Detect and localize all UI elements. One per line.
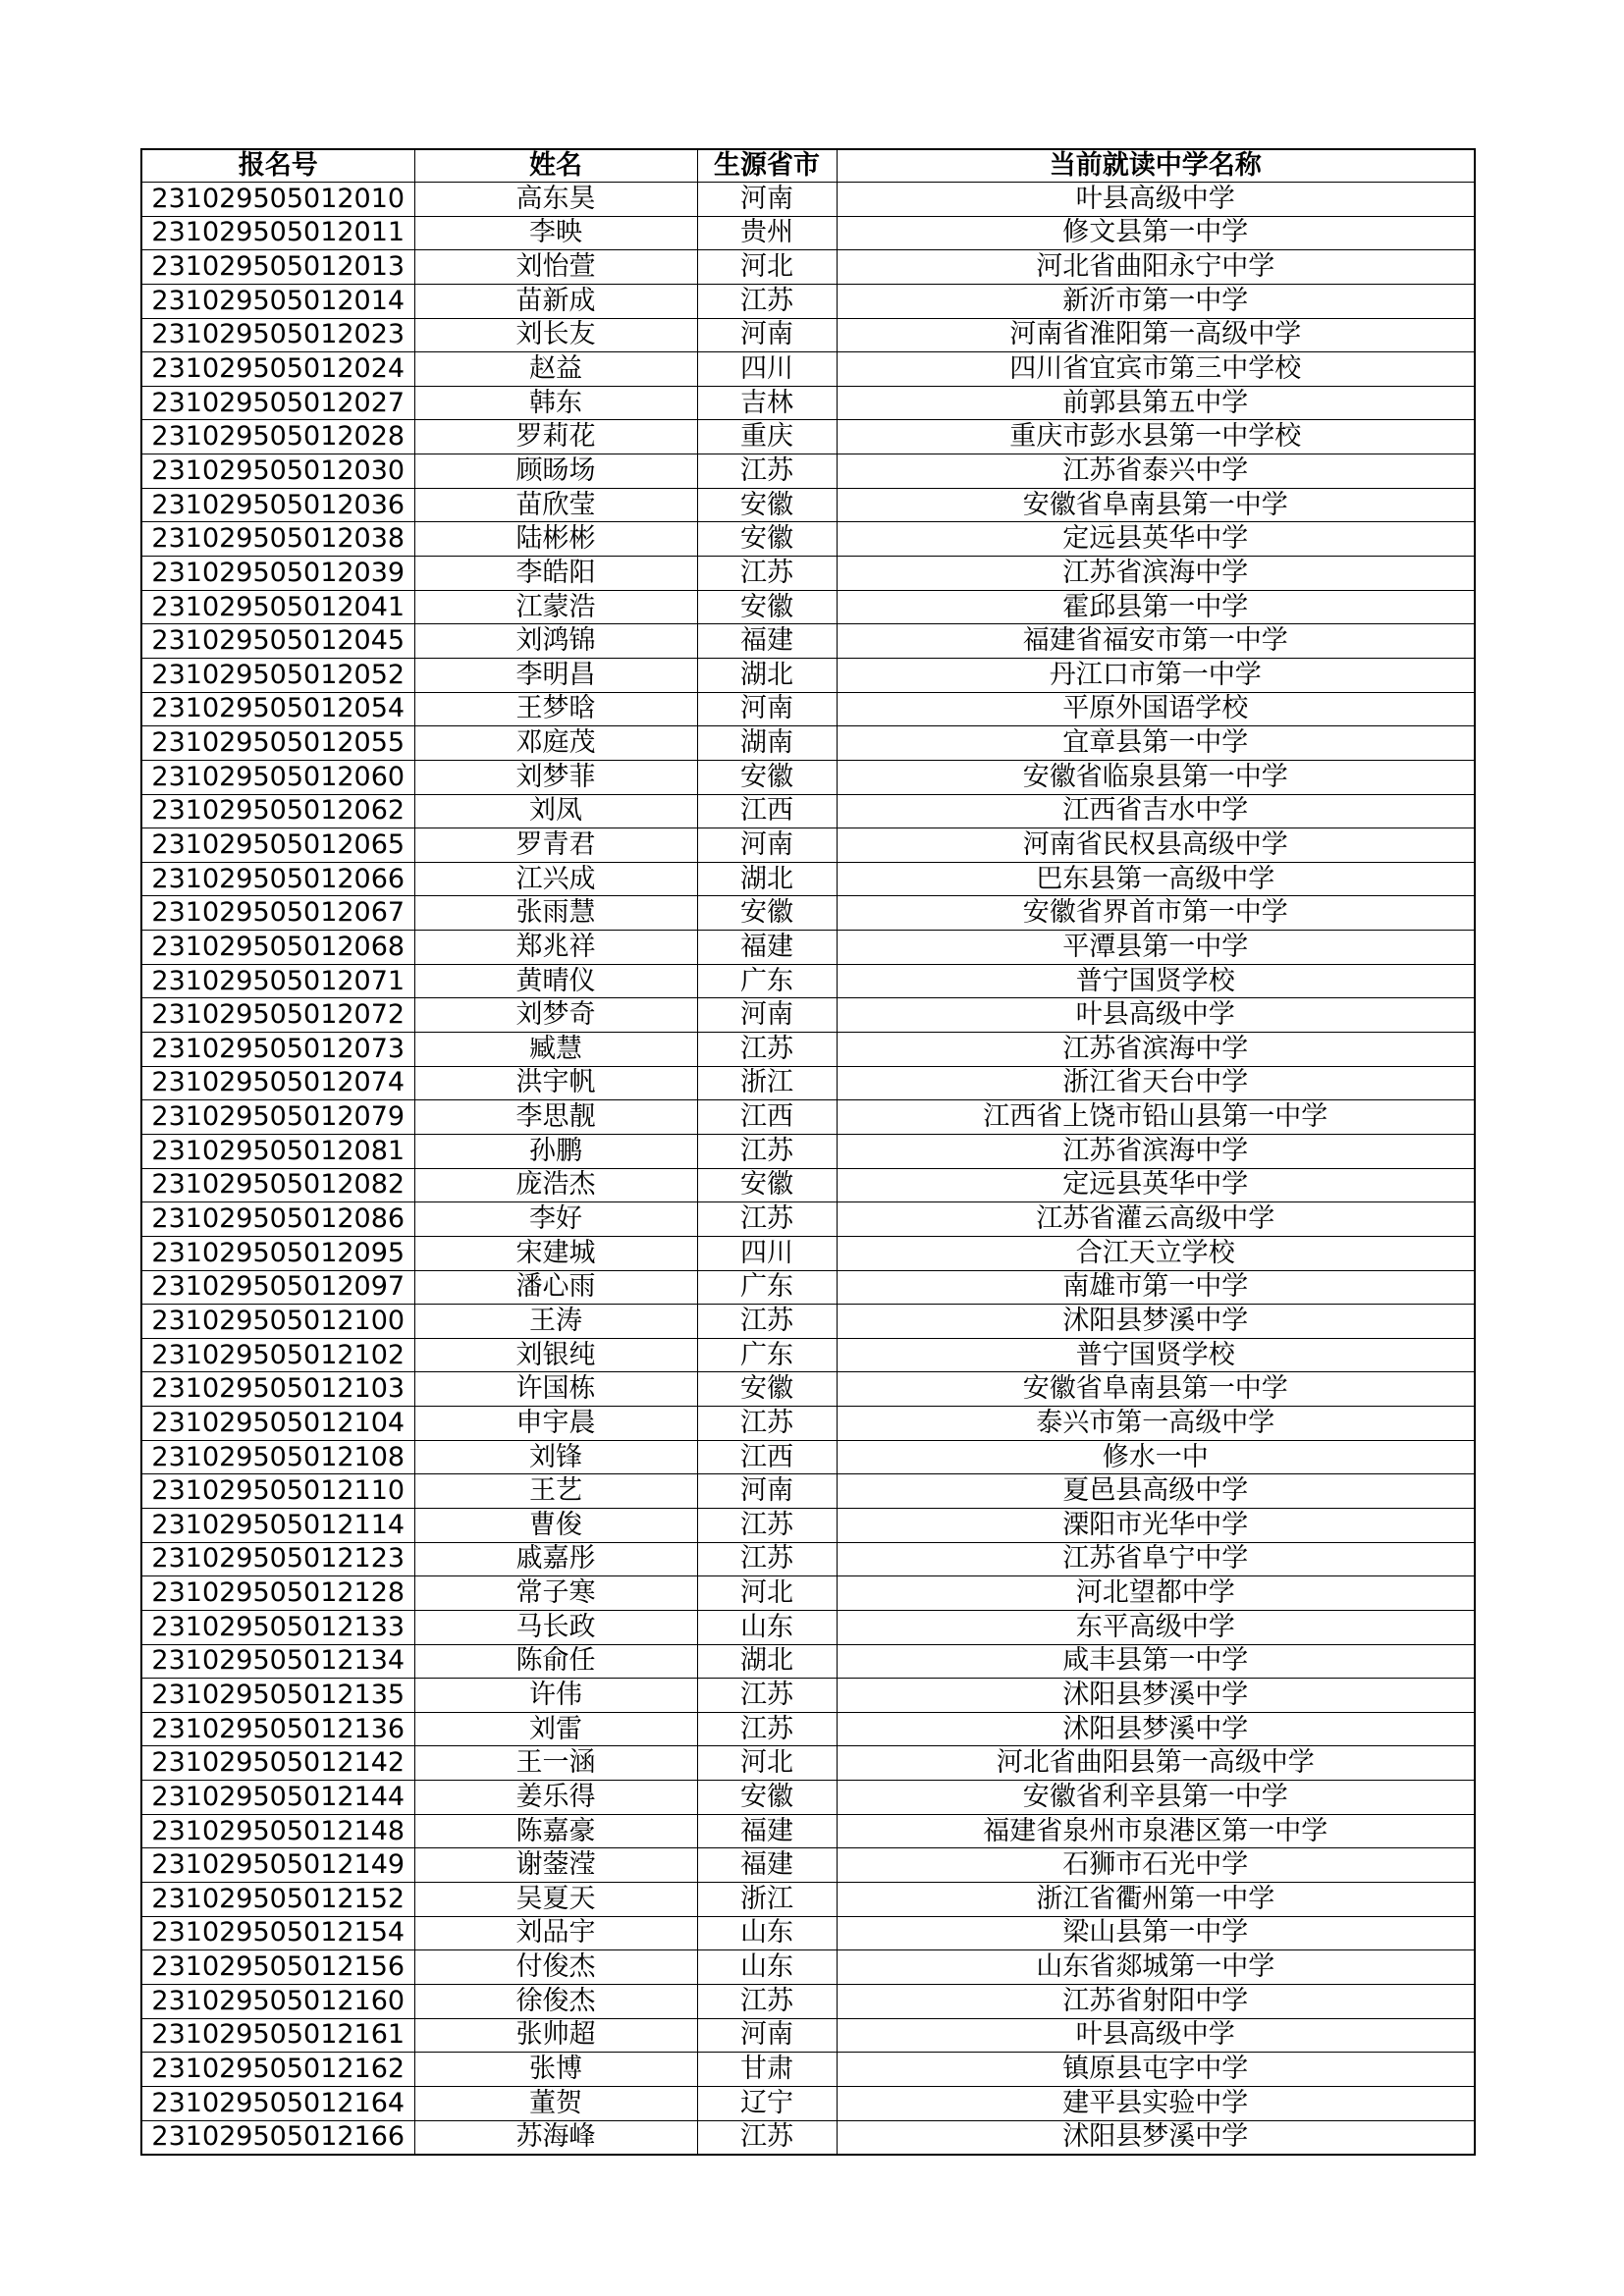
registration-number-cell: 231029505012104 bbox=[141, 1407, 414, 1441]
registration-number-cell: 231029505012036 bbox=[141, 488, 414, 522]
table-row bbox=[141, 1168, 1475, 1202]
name-cell: 宋建城 bbox=[414, 1236, 697, 1270]
province-cell: 河北 bbox=[697, 1576, 837, 1611]
school-cell: 江苏省射阳中学 bbox=[837, 1984, 1475, 2018]
name-cell: 苗新成 bbox=[414, 284, 697, 318]
school-cell: 重庆市彭水县第一中学校 bbox=[837, 420, 1475, 454]
registration-number-cell: 231029505012027 bbox=[141, 386, 414, 420]
registration-number-cell: 231029505012148 bbox=[141, 1814, 414, 1848]
province-cell: 安徽 bbox=[697, 488, 837, 522]
province-cell: 重庆 bbox=[697, 420, 837, 454]
table-row bbox=[141, 1440, 1475, 1474]
name-cell: 董贺 bbox=[414, 2086, 697, 2120]
province-cell: 安徽 bbox=[697, 522, 837, 557]
registration-number-cell: 231029505012023 bbox=[141, 318, 414, 352]
table-row bbox=[141, 216, 1475, 250]
table-row bbox=[141, 692, 1475, 726]
name-cell: 刘长友 bbox=[414, 318, 697, 352]
table-row bbox=[141, 760, 1475, 794]
school-cell: 河北省曲阳永宁中学 bbox=[837, 250, 1475, 285]
province-cell: 河北 bbox=[697, 1746, 837, 1781]
table-row bbox=[141, 1100, 1475, 1135]
name-cell: 刘凤 bbox=[414, 794, 697, 828]
province-cell: 广东 bbox=[697, 1270, 837, 1305]
table-row bbox=[141, 624, 1475, 659]
name-cell: 谢蓥滢 bbox=[414, 1848, 697, 1883]
name-cell: 刘品宇 bbox=[414, 1916, 697, 1950]
registration-number-cell: 231029505012166 bbox=[141, 2120, 414, 2155]
name-cell: 邓庭茂 bbox=[414, 726, 697, 761]
school-cell: 安徽省阜南县第一中学 bbox=[837, 1372, 1475, 1407]
registration-number-cell: 231029505012071 bbox=[141, 964, 414, 998]
table-row bbox=[141, 726, 1475, 761]
province-cell: 江苏 bbox=[697, 557, 837, 591]
table-row bbox=[141, 1576, 1475, 1611]
province-cell: 广东 bbox=[697, 964, 837, 998]
province-cell: 福建 bbox=[697, 931, 837, 965]
name-cell: 李映 bbox=[414, 216, 697, 250]
name-cell: 李好 bbox=[414, 1202, 697, 1237]
school-cell: 叶县高级中学 bbox=[837, 998, 1475, 1033]
school-cell: 安徽省界首市第一中学 bbox=[837, 896, 1475, 931]
school-cell: 修水一中 bbox=[837, 1440, 1475, 1474]
province-cell: 四川 bbox=[697, 1236, 837, 1270]
school-cell: 梁山县第一中学 bbox=[837, 1916, 1475, 1950]
table-row bbox=[141, 1644, 1475, 1679]
table-row bbox=[141, 896, 1475, 931]
province-cell: 河南 bbox=[697, 318, 837, 352]
province-cell: 江苏 bbox=[697, 1134, 837, 1168]
registration-number-cell: 231029505012010 bbox=[141, 183, 414, 217]
registration-number-cell: 231029505012039 bbox=[141, 557, 414, 591]
registration-number-cell: 231029505012054 bbox=[141, 692, 414, 726]
name-cell: 刘鸿锦 bbox=[414, 624, 697, 659]
name-cell: 罗青君 bbox=[414, 828, 697, 863]
province-cell: 江苏 bbox=[697, 1407, 837, 1441]
registration-number-cell: 231029505012073 bbox=[141, 1033, 414, 1067]
school-cell: 丹江口市第一中学 bbox=[837, 658, 1475, 692]
school-cell: 新沂市第一中学 bbox=[837, 284, 1475, 318]
name-cell: 黄晴仪 bbox=[414, 964, 697, 998]
table-row bbox=[141, 1746, 1475, 1781]
table-row bbox=[141, 386, 1475, 420]
registration-number-cell: 231029505012041 bbox=[141, 590, 414, 624]
school-cell: 沭阳县梦溪中学 bbox=[837, 1305, 1475, 1339]
registration-number-cell: 231029505012108 bbox=[141, 1440, 414, 1474]
registration-number-cell: 231029505012134 bbox=[141, 1644, 414, 1679]
table-row bbox=[141, 2120, 1475, 2155]
province-cell: 浙江 bbox=[697, 1066, 837, 1100]
province-cell: 四川 bbox=[697, 352, 837, 387]
registration-number-cell: 231029505012144 bbox=[141, 1781, 414, 1815]
registration-number-cell: 231029505012045 bbox=[141, 624, 414, 659]
name-cell: 潘心雨 bbox=[414, 1270, 697, 1305]
school-cell: 溧阳市光华中学 bbox=[837, 1508, 1475, 1542]
province-cell: 辽宁 bbox=[697, 2086, 837, 2120]
name-cell: 王涛 bbox=[414, 1305, 697, 1339]
name-cell: 陈嘉豪 bbox=[414, 1814, 697, 1848]
name-cell: 郑兆祥 bbox=[414, 931, 697, 965]
province-cell: 贵州 bbox=[697, 216, 837, 250]
province-cell: 河北 bbox=[697, 250, 837, 285]
table-row bbox=[141, 183, 1475, 217]
name-cell: 刘锋 bbox=[414, 1440, 697, 1474]
school-cell: 浙江省天台中学 bbox=[837, 1066, 1475, 1100]
table-row bbox=[141, 862, 1475, 896]
school-cell: 福建省泉州市泉港区第一中学 bbox=[837, 1814, 1475, 1848]
table-row bbox=[141, 250, 1475, 285]
table-row bbox=[141, 454, 1475, 489]
school-cell: 四川省宜宾市第三中学校 bbox=[837, 352, 1475, 387]
province-cell: 山东 bbox=[697, 1950, 837, 1985]
province-cell: 江苏 bbox=[697, 284, 837, 318]
registration-number-cell: 231029505012100 bbox=[141, 1305, 414, 1339]
table-row bbox=[141, 1134, 1475, 1168]
province-cell: 江苏 bbox=[697, 454, 837, 489]
registration-number-cell: 231029505012028 bbox=[141, 420, 414, 454]
table-row bbox=[141, 794, 1475, 828]
registration-number-cell: 231029505012160 bbox=[141, 1984, 414, 2018]
registration-number-cell: 231029505012102 bbox=[141, 1338, 414, 1372]
registration-number-cell: 231029505012103 bbox=[141, 1372, 414, 1407]
province-cell: 河南 bbox=[697, 692, 837, 726]
name-cell: 许国栋 bbox=[414, 1372, 697, 1407]
table-row bbox=[141, 998, 1475, 1033]
name-cell: 孙鹏 bbox=[414, 1134, 697, 1168]
table-row bbox=[141, 1848, 1475, 1883]
school-cell: 山东省郯城第一中学 bbox=[837, 1950, 1475, 1985]
registration-number-cell: 231029505012068 bbox=[141, 931, 414, 965]
school-cell: 江苏省滨海中学 bbox=[837, 557, 1475, 591]
school-cell: 普宁国贤学校 bbox=[837, 1338, 1475, 1372]
school-cell: 叶县高级中学 bbox=[837, 2018, 1475, 2053]
school-cell: 合江天立学校 bbox=[837, 1236, 1475, 1270]
registration-number-cell: 231029505012136 bbox=[141, 1712, 414, 1746]
school-cell: 平潭县第一中学 bbox=[837, 931, 1475, 965]
school-cell: 安徽省阜南县第一中学 bbox=[837, 488, 1475, 522]
school-cell: 东平高级中学 bbox=[837, 1610, 1475, 1644]
table-row bbox=[141, 1338, 1475, 1372]
school-cell: 江西省吉水中学 bbox=[837, 794, 1475, 828]
school-cell: 夏邑县高级中学 bbox=[837, 1474, 1475, 1509]
school-cell: 叶县高级中学 bbox=[837, 183, 1475, 217]
school-cell: 石狮市石光中学 bbox=[837, 1848, 1475, 1883]
table-row bbox=[141, 522, 1475, 557]
name-cell: 张雨慧 bbox=[414, 896, 697, 931]
province-cell: 广东 bbox=[697, 1338, 837, 1372]
registration-number-cell: 231029505012062 bbox=[141, 794, 414, 828]
province-cell: 安徽 bbox=[697, 896, 837, 931]
province-cell: 江西 bbox=[697, 1440, 837, 1474]
school-cell: 河北省曲阳县第一高级中学 bbox=[837, 1746, 1475, 1781]
province-cell: 河南 bbox=[697, 1474, 837, 1509]
registration-number-cell: 231029505012142 bbox=[141, 1746, 414, 1781]
name-cell: 庞浩杰 bbox=[414, 1168, 697, 1202]
header-name: 姓名 bbox=[414, 149, 697, 183]
table-row bbox=[141, 1508, 1475, 1542]
name-cell: 洪宇帆 bbox=[414, 1066, 697, 1100]
name-cell: 罗莉花 bbox=[414, 420, 697, 454]
table-row bbox=[141, 1781, 1475, 1815]
name-cell: 刘怡萱 bbox=[414, 250, 697, 285]
school-cell: 沭阳县梦溪中学 bbox=[837, 1679, 1475, 1713]
table-row bbox=[141, 1202, 1475, 1237]
province-cell: 江苏 bbox=[697, 1202, 837, 1237]
registration-number-cell: 231029505012123 bbox=[141, 1542, 414, 1576]
table-row bbox=[141, 1474, 1475, 1509]
registration-number-cell: 231029505012052 bbox=[141, 658, 414, 692]
name-cell: 曹俊 bbox=[414, 1508, 697, 1542]
name-cell: 王艺 bbox=[414, 1474, 697, 1509]
province-cell: 山东 bbox=[697, 1916, 837, 1950]
province-cell: 湖北 bbox=[697, 1644, 837, 1679]
province-cell: 河南 bbox=[697, 828, 837, 863]
registration-number-cell: 231029505012014 bbox=[141, 284, 414, 318]
registration-number-cell: 231029505012072 bbox=[141, 998, 414, 1033]
registration-number-cell: 231029505012154 bbox=[141, 1916, 414, 1950]
school-cell: 宜章县第一中学 bbox=[837, 726, 1475, 761]
school-cell: 河南省淮阳第一高级中学 bbox=[837, 318, 1475, 352]
header-row bbox=[141, 149, 1475, 183]
name-cell: 臧慧 bbox=[414, 1033, 697, 1067]
school-cell: 安徽省利辛县第一中学 bbox=[837, 1781, 1475, 1815]
registration-number-cell: 231029505012066 bbox=[141, 862, 414, 896]
name-cell: 张帅超 bbox=[414, 2018, 697, 2053]
table-row bbox=[141, 318, 1475, 352]
name-cell: 申宇晨 bbox=[414, 1407, 697, 1441]
name-cell: 陈俞任 bbox=[414, 1644, 697, 1679]
registration-number-cell: 231029505012067 bbox=[141, 896, 414, 931]
school-cell: 江苏省灌云高级中学 bbox=[837, 1202, 1475, 1237]
table-row bbox=[141, 1407, 1475, 1441]
province-cell: 江苏 bbox=[697, 1712, 837, 1746]
table-row bbox=[141, 1712, 1475, 1746]
province-cell: 山东 bbox=[697, 1610, 837, 1644]
registration-number-cell: 231029505012024 bbox=[141, 352, 414, 387]
registration-number-cell: 231029505012095 bbox=[141, 1236, 414, 1270]
header-registration-number: 报名号 bbox=[141, 149, 414, 183]
name-cell: 陆彬彬 bbox=[414, 522, 697, 557]
name-cell: 姜乐得 bbox=[414, 1781, 697, 1815]
province-cell: 安徽 bbox=[697, 590, 837, 624]
school-cell: 定远县英华中学 bbox=[837, 522, 1475, 557]
table-row bbox=[141, 590, 1475, 624]
province-cell: 江苏 bbox=[697, 2120, 837, 2155]
school-cell: 咸丰县第一中学 bbox=[837, 1644, 1475, 1679]
name-cell: 徐俊杰 bbox=[414, 1984, 697, 2018]
registration-number-cell: 231029505012097 bbox=[141, 1270, 414, 1305]
school-cell: 普宁国贤学校 bbox=[837, 964, 1475, 998]
school-cell: 平原外国语学校 bbox=[837, 692, 1475, 726]
table-row bbox=[141, 488, 1475, 522]
name-cell: 王一涵 bbox=[414, 1746, 697, 1781]
province-cell: 江苏 bbox=[697, 1542, 837, 1576]
school-cell: 江西省上饶市铅山县第一中学 bbox=[837, 1100, 1475, 1135]
school-cell: 建平县实验中学 bbox=[837, 2086, 1475, 2120]
registration-number-cell: 231029505012133 bbox=[141, 1610, 414, 1644]
table-row bbox=[141, 2053, 1475, 2087]
name-cell: 李皓阳 bbox=[414, 557, 697, 591]
province-cell: 福建 bbox=[697, 1814, 837, 1848]
table-row bbox=[141, 1270, 1475, 1305]
name-cell: 付俊杰 bbox=[414, 1950, 697, 1985]
province-cell: 河南 bbox=[697, 2018, 837, 2053]
school-cell: 河南省民权县高级中学 bbox=[837, 828, 1475, 863]
province-cell: 安徽 bbox=[697, 1781, 837, 1815]
table-row bbox=[141, 1950, 1475, 1985]
table-row bbox=[141, 931, 1475, 965]
table-row bbox=[141, 2086, 1475, 2120]
school-cell: 河北望都中学 bbox=[837, 1576, 1475, 1611]
province-cell: 吉林 bbox=[697, 386, 837, 420]
table-row bbox=[141, 1066, 1475, 1100]
name-cell: 李思靓 bbox=[414, 1100, 697, 1135]
table-row bbox=[141, 420, 1475, 454]
name-cell: 刘梦菲 bbox=[414, 760, 697, 794]
registration-number-cell: 231029505012060 bbox=[141, 760, 414, 794]
table-row bbox=[141, 284, 1475, 318]
table-row bbox=[141, 1305, 1475, 1339]
name-cell: 刘银纯 bbox=[414, 1338, 697, 1372]
registration-number-cell: 231029505012114 bbox=[141, 1508, 414, 1542]
table-row bbox=[141, 1679, 1475, 1713]
table-row bbox=[141, 1916, 1475, 1950]
province-cell: 江苏 bbox=[697, 1984, 837, 2018]
province-cell: 安徽 bbox=[697, 760, 837, 794]
school-cell: 泰兴市第一高级中学 bbox=[837, 1407, 1475, 1441]
table-row bbox=[141, 1814, 1475, 1848]
school-cell: 江苏省滨海中学 bbox=[837, 1134, 1475, 1168]
table-row bbox=[141, 964, 1475, 998]
name-cell: 苗欣莹 bbox=[414, 488, 697, 522]
table-row bbox=[141, 1033, 1475, 1067]
table-row bbox=[141, 2018, 1475, 2053]
registration-number-cell: 231029505012164 bbox=[141, 2086, 414, 2120]
registration-number-cell: 231029505012161 bbox=[141, 2018, 414, 2053]
name-cell: 江蒙浩 bbox=[414, 590, 697, 624]
name-cell: 顾旸场 bbox=[414, 454, 697, 489]
registration-number-cell: 231029505012079 bbox=[141, 1100, 414, 1135]
name-cell: 许伟 bbox=[414, 1679, 697, 1713]
student-roster-table bbox=[140, 148, 1476, 2156]
name-cell: 王梦晗 bbox=[414, 692, 697, 726]
registration-number-cell: 231029505012074 bbox=[141, 1066, 414, 1100]
registration-number-cell: 231029505012081 bbox=[141, 1134, 414, 1168]
table-row bbox=[141, 1883, 1475, 1917]
province-cell: 浙江 bbox=[697, 1883, 837, 1917]
registration-number-cell: 231029505012149 bbox=[141, 1848, 414, 1883]
school-cell: 沭阳县梦溪中学 bbox=[837, 1712, 1475, 1746]
table-header bbox=[141, 149, 1475, 183]
name-cell: 江兴成 bbox=[414, 862, 697, 896]
province-cell: 江苏 bbox=[697, 1033, 837, 1067]
province-cell: 河南 bbox=[697, 998, 837, 1033]
registration-number-cell: 231029505012128 bbox=[141, 1576, 414, 1611]
name-cell: 韩东 bbox=[414, 386, 697, 420]
table-body bbox=[141, 183, 1475, 2155]
school-cell: 安徽省临泉县第一中学 bbox=[837, 760, 1475, 794]
name-cell: 苏海峰 bbox=[414, 2120, 697, 2155]
registration-number-cell: 231029505012030 bbox=[141, 454, 414, 489]
school-cell: 江苏省滨海中学 bbox=[837, 1033, 1475, 1067]
province-cell: 湖北 bbox=[697, 658, 837, 692]
registration-number-cell: 231029505012110 bbox=[141, 1474, 414, 1509]
table-row bbox=[141, 1542, 1475, 1576]
province-cell: 江西 bbox=[697, 1100, 837, 1135]
registration-number-cell: 231029505012055 bbox=[141, 726, 414, 761]
table-row bbox=[141, 557, 1475, 591]
province-cell: 江苏 bbox=[697, 1305, 837, 1339]
registration-number-cell: 231029505012013 bbox=[141, 250, 414, 285]
school-cell: 江苏省泰兴中学 bbox=[837, 454, 1475, 489]
registration-number-cell: 231029505012162 bbox=[141, 2053, 414, 2087]
name-cell: 刘梦奇 bbox=[414, 998, 697, 1033]
header-province: 生源省市 bbox=[697, 149, 837, 183]
school-cell: 前郭县第五中学 bbox=[837, 386, 1475, 420]
table-row bbox=[141, 658, 1475, 692]
registration-number-cell: 231029505012086 bbox=[141, 1202, 414, 1237]
name-cell: 高东昊 bbox=[414, 183, 697, 217]
school-cell: 镇原县屯字中学 bbox=[837, 2053, 1475, 2087]
school-cell: 浙江省衢州第一中学 bbox=[837, 1883, 1475, 1917]
name-cell: 常子寒 bbox=[414, 1576, 697, 1611]
table-row bbox=[141, 1372, 1475, 1407]
name-cell: 张博 bbox=[414, 2053, 697, 2087]
registration-number-cell: 231029505012038 bbox=[141, 522, 414, 557]
registration-number-cell: 231029505012082 bbox=[141, 1168, 414, 1202]
province-cell: 湖北 bbox=[697, 862, 837, 896]
table-row bbox=[141, 828, 1475, 863]
registration-number-cell: 231029505012135 bbox=[141, 1679, 414, 1713]
registration-number-cell: 231029505012156 bbox=[141, 1950, 414, 1985]
province-cell: 江苏 bbox=[697, 1508, 837, 1542]
province-cell: 福建 bbox=[697, 1848, 837, 1883]
school-cell: 霍邱县第一中学 bbox=[837, 590, 1475, 624]
name-cell: 李明昌 bbox=[414, 658, 697, 692]
table-row bbox=[141, 1236, 1475, 1270]
table-row bbox=[141, 352, 1475, 387]
table-row bbox=[141, 1610, 1475, 1644]
name-cell: 吴夏天 bbox=[414, 1883, 697, 1917]
name-cell: 马长政 bbox=[414, 1610, 697, 1644]
registration-number-cell: 231029505012065 bbox=[141, 828, 414, 863]
school-cell: 江苏省阜宁中学 bbox=[837, 1542, 1475, 1576]
table-row bbox=[141, 1984, 1475, 2018]
name-cell: 戚嘉彤 bbox=[414, 1542, 697, 1576]
school-cell: 南雄市第一中学 bbox=[837, 1270, 1475, 1305]
name-cell: 赵益 bbox=[414, 352, 697, 387]
province-cell: 江苏 bbox=[697, 1679, 837, 1713]
name-cell: 刘雷 bbox=[414, 1712, 697, 1746]
registration-number-cell: 231029505012152 bbox=[141, 1883, 414, 1917]
province-cell: 福建 bbox=[697, 624, 837, 659]
province-cell: 江西 bbox=[697, 794, 837, 828]
province-cell: 湖南 bbox=[697, 726, 837, 761]
province-cell: 安徽 bbox=[697, 1168, 837, 1202]
school-cell: 修文县第一中学 bbox=[837, 216, 1475, 250]
school-cell: 巴东县第一高级中学 bbox=[837, 862, 1475, 896]
school-cell: 福建省福安市第一中学 bbox=[837, 624, 1475, 659]
province-cell: 安徽 bbox=[697, 1372, 837, 1407]
province-cell: 甘肃 bbox=[697, 2053, 837, 2087]
school-cell: 定远县英华中学 bbox=[837, 1168, 1475, 1202]
province-cell: 河南 bbox=[697, 183, 837, 217]
school-cell: 沭阳县梦溪中学 bbox=[837, 2120, 1475, 2155]
registration-number-cell: 231029505012011 bbox=[141, 216, 414, 250]
header-school: 当前就读中学名称 bbox=[837, 149, 1475, 183]
